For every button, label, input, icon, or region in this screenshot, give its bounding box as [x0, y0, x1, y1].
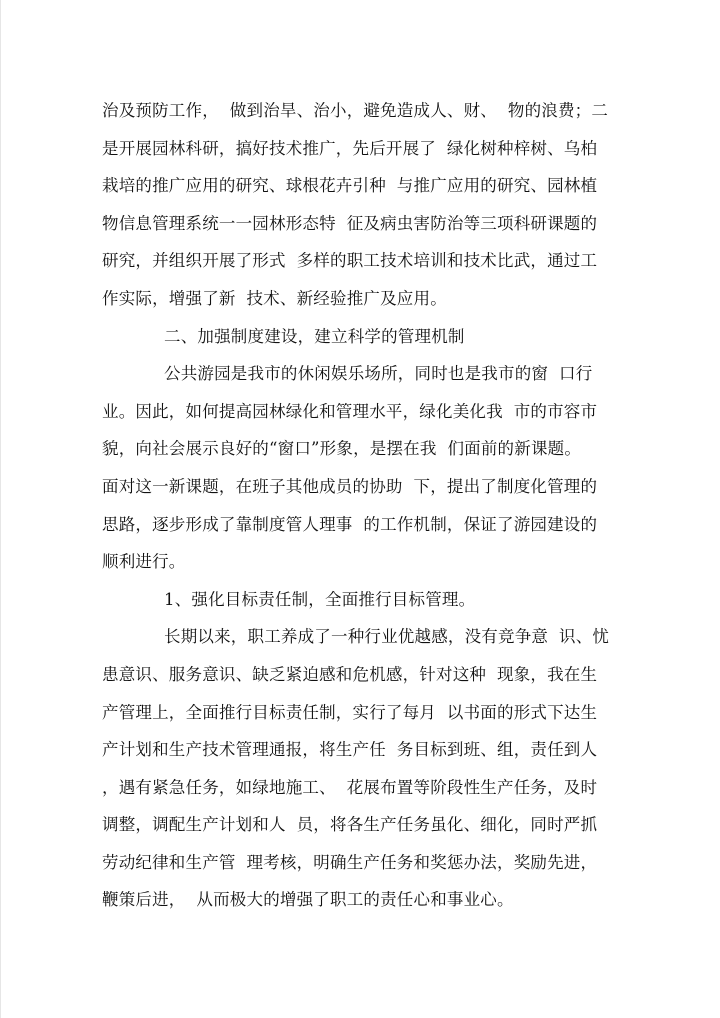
- document-body: [102, 92, 622, 919]
- text-line: 产计划和生产技术管理通报，将生产任 务目标到班、组，责任到人: [102, 740, 598, 760]
- text-line: 面对这一新课题，在班子其他成员的协助 下，提出了制度化管理的: [102, 476, 598, 496]
- text-line: 产管理上，全面推行目标责任制，实行了每月 以书面的形式下达生: [102, 702, 598, 722]
- text-line: 调整，调配生产计划和人 员，将各生产任务虽化、细化，同时严抓: [102, 815, 598, 835]
- text-line: 患意识、服务意识、缺乏紧迫感和危机感，针对这种 现象，我在生: [102, 664, 598, 684]
- text-line: 鞭策后进， 从而极大的增强了职工的责任心和事业心。: [102, 890, 514, 910]
- text-line: 作实际，增强了新 技术、新经验推广及应用。: [102, 288, 447, 308]
- text-line: 业。因此，如何提高园林绿化和管理水平，绿化美化我 市的市容市: [102, 401, 598, 421]
- subsection-heading: 1、强化目标责任制，全面推行目标管理。: [164, 589, 476, 609]
- text-line: 研究，并组织开展了形式 多样的职工技术培训和技术比武，通过工: [102, 251, 598, 271]
- section-heading: 二、加强制度建设，建立科学的管理机制: [164, 326, 465, 346]
- text-line: 公共游园是我市的休闲娱乐场所，同时也是我市的窗 口行: [164, 364, 593, 384]
- text-line: 貌，向社会展示良好的“窗口”形象，是摆在我 们面前的新课题。: [102, 439, 582, 459]
- text-line: 思路，逐步形成了靠制度管人理事 的工作机制，保证了游园建设的: [102, 514, 598, 534]
- text-line: 长期以来，职工养成了一种行业优越感，没有竞争意 识、忧: [164, 627, 610, 647]
- text-line: ，遇有紧急任务，如绿地施工、 花展布置等阶段性生产任务，及时: [102, 777, 598, 797]
- text-line: 顺利进行。: [102, 552, 186, 572]
- text-line: 是开展园林科研，搞好技术推广，先后开展了 绿化树种梓树、乌柏: [102, 138, 598, 158]
- text-line: 治及预防工作， 做到治旱、治小，避免造成人、财、 物的浪费；二: [102, 101, 609, 120]
- text-line: 物信息管理系统一一园林形态特 征及病虫害防治等三项科研课题的: [102, 213, 598, 233]
- text-line: 劳动纪律和生产管 理考核，明确生产任务和奖惩办法，奖励先进，: [102, 852, 598, 872]
- text-line: 栽培的推广应用的研究、球根花卉引种 与推广应用的研究、园林植: [102, 176, 598, 196]
